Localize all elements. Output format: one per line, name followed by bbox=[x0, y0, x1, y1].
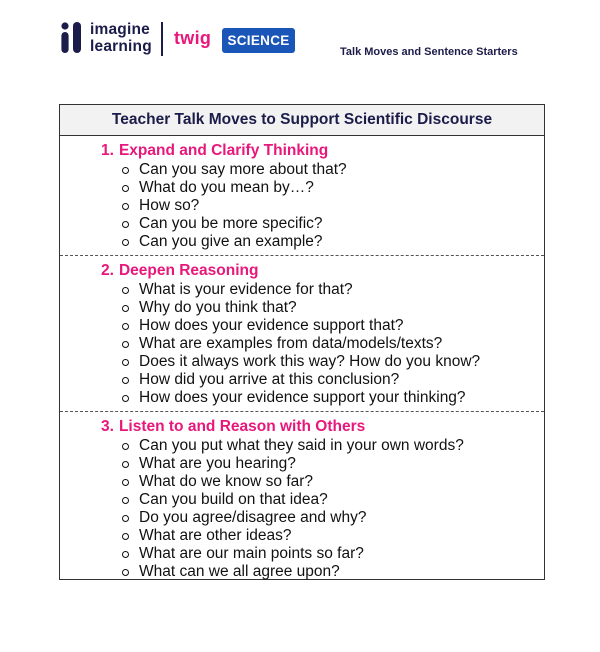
imagine-learning-logo-icon bbox=[61, 22, 85, 54]
hollow-circle-bullet-icon bbox=[122, 497, 129, 504]
list-item-text: Does it always work this way? How do you know? bbox=[139, 353, 481, 370]
list-item bbox=[101, 371, 544, 389]
list-item bbox=[101, 353, 544, 371]
list-item-text: Can you build on that idea? bbox=[139, 491, 328, 508]
list-item-text: What do you mean by…? bbox=[139, 179, 314, 196]
hollow-circle-bullet-icon bbox=[122, 185, 129, 192]
section-number: 3. bbox=[101, 418, 114, 435]
list-item-text: What is your evidence for that? bbox=[139, 281, 353, 298]
hollow-circle-bullet-icon bbox=[122, 287, 129, 294]
list-item-text: What can we all agree upon? bbox=[139, 563, 340, 580]
section-heading-text: Expand and Clarify Thinking bbox=[118, 142, 329, 159]
list-item bbox=[101, 527, 544, 545]
list-item bbox=[101, 335, 544, 353]
science-badge: SCIENCE bbox=[222, 28, 295, 53]
list-item-text: How so? bbox=[139, 197, 200, 214]
list-item-text: Can you put what they said in your own words? bbox=[139, 437, 464, 454]
talk-moves-card bbox=[59, 104, 545, 580]
list-item bbox=[101, 509, 544, 527]
list-item bbox=[101, 179, 544, 197]
hollow-circle-bullet-icon bbox=[122, 377, 129, 384]
list-item-text: How does your evidence support your thinking? bbox=[139, 389, 466, 406]
section-1 bbox=[60, 136, 544, 255]
list-item bbox=[101, 299, 544, 317]
list-item bbox=[101, 317, 544, 335]
brand-line-1: imagine bbox=[90, 21, 150, 38]
sections-container bbox=[60, 136, 544, 585]
hollow-circle-bullet-icon bbox=[122, 479, 129, 486]
list-item bbox=[101, 437, 544, 455]
list-item-text: What are you hearing? bbox=[139, 455, 296, 472]
list-item bbox=[101, 197, 544, 215]
list-item bbox=[101, 545, 544, 563]
list-item bbox=[101, 389, 544, 407]
list-item-text: Can you say more about that? bbox=[139, 161, 347, 178]
hollow-circle-bullet-icon bbox=[122, 551, 129, 558]
hollow-circle-bullet-icon bbox=[122, 461, 129, 468]
list-item bbox=[101, 563, 544, 581]
hollow-circle-bullet-icon bbox=[122, 239, 129, 246]
twig-logo-text: twig bbox=[174, 28, 212, 48]
list-item-text: Can you be more specific? bbox=[139, 215, 323, 232]
list-item-text: How did you arrive at this conclusion? bbox=[139, 371, 400, 388]
list-item-text: What are our main points so far? bbox=[139, 545, 364, 562]
list-item bbox=[101, 491, 544, 509]
list-item-text: What are examples from data/models/texts? bbox=[139, 335, 443, 352]
brand-name bbox=[90, 21, 152, 55]
hollow-circle-bullet-icon bbox=[122, 569, 129, 576]
list-item-text: Why do you think that? bbox=[139, 299, 297, 316]
hollow-circle-bullet-icon bbox=[122, 167, 129, 174]
card-title: Teacher Talk Moves to Support Scientific Discourse bbox=[60, 105, 544, 136]
list-item bbox=[101, 215, 544, 233]
list-item bbox=[101, 473, 544, 491]
hollow-circle-bullet-icon bbox=[122, 341, 129, 348]
brand-divider bbox=[161, 22, 163, 56]
hollow-circle-bullet-icon bbox=[122, 533, 129, 540]
hollow-circle-bullet-icon bbox=[122, 515, 129, 522]
hollow-circle-bullet-icon bbox=[122, 395, 129, 402]
section-number: 2. bbox=[101, 262, 114, 279]
list-item bbox=[101, 161, 544, 179]
list-item-text: Do you agree/disagree and why? bbox=[139, 509, 367, 526]
section-heading bbox=[101, 262, 544, 280]
list-item-text: Can you give an example? bbox=[139, 233, 323, 250]
brand-line-2: learning bbox=[90, 38, 152, 55]
section-2 bbox=[60, 255, 544, 411]
hollow-circle-bullet-icon bbox=[122, 221, 129, 228]
hollow-circle-bullet-icon bbox=[122, 359, 129, 366]
section-3 bbox=[60, 411, 544, 585]
list-item-text: What are other ideas? bbox=[139, 527, 292, 544]
document-title: Talk Moves and Sentence Starters bbox=[340, 46, 518, 58]
section-heading bbox=[101, 418, 544, 436]
list-item bbox=[101, 281, 544, 299]
hollow-circle-bullet-icon bbox=[122, 305, 129, 312]
hollow-circle-bullet-icon bbox=[122, 443, 129, 450]
page-header bbox=[0, 0, 600, 80]
section-number: 1. bbox=[101, 142, 114, 159]
list-item-text: What do we know so far? bbox=[139, 473, 314, 490]
hollow-circle-bullet-icon bbox=[122, 203, 129, 210]
section-heading bbox=[101, 142, 544, 160]
hollow-circle-bullet-icon bbox=[122, 323, 129, 330]
list-item-text: How does your evidence support that? bbox=[139, 317, 404, 334]
section-heading-text: Listen to and Reason with Others bbox=[118, 418, 366, 435]
list-item bbox=[101, 233, 544, 251]
list-item bbox=[101, 455, 544, 473]
section-heading-text: Deepen Reasoning bbox=[118, 262, 259, 279]
